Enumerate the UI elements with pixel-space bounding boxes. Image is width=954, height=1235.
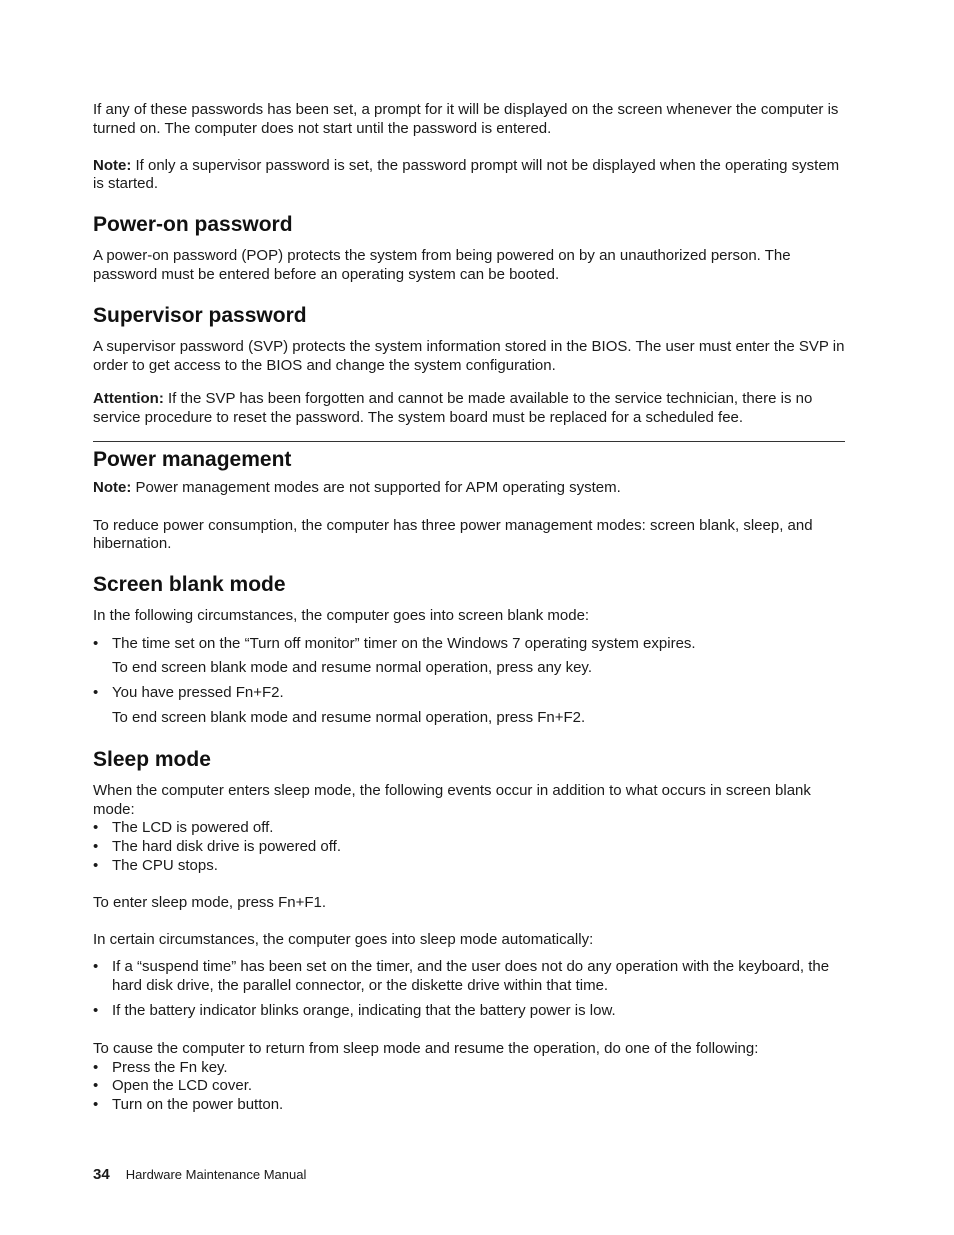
list-item — [93, 1059, 845, 1078]
list-item-text: The hard disk drive is powered off. — [112, 837, 342, 855]
bullet-icon: • — [93, 837, 99, 855]
page-number: 34 — [93, 1166, 110, 1183]
list-item-subtext: To end screen blank mode and resume normal operation, press any key. — [112, 659, 592, 677]
intro-note — [93, 157, 845, 194]
list-item-text: Turn on the power button. — [112, 1095, 284, 1113]
bullet-icon: • — [93, 819, 99, 837]
list-item-text: The LCD is powered off. — [112, 819, 274, 837]
list-item — [93, 958, 845, 995]
list-item — [93, 838, 845, 857]
list-item-text: The time set on the “Turn off monitor” timer on the Windows 7 operating system expires. — [112, 634, 696, 652]
sleep-enter: To enter sleep mode, press Fn+F1. — [93, 893, 327, 911]
list-item — [93, 857, 845, 876]
svp-attention — [93, 390, 845, 427]
intro-paragraph: If any of these passwords has been set, a prompt for it will be displayed on the screen whenever the computer is turned on. The computer does not start until the password is entered. — [93, 101, 839, 137]
list-item-text: If the battery indicator blinks orange, indicating that the battery power is low. — [112, 1001, 616, 1019]
power-note — [93, 479, 845, 498]
sleep-intro: When the computer enters sleep mode, the following events occur in addition to what occurs in screen blank mode: — [93, 782, 811, 818]
list-item-text: If a “suspend time” has been set on the timer, and the user does not do any operation with the keyboard, the hard disk drive, the parallel connector, or the diskette drive within that time. — [112, 958, 830, 994]
note-text: If only a supervisor password is set, the password prompt will not be displayed when the operating system is started. — [93, 156, 840, 193]
bullet-icon: • — [93, 1095, 99, 1113]
list-item-text: Open the LCD cover. — [112, 1077, 253, 1095]
section-divider — [93, 441, 845, 442]
list-item — [93, 1096, 845, 1115]
svp-paragraph: A supervisor password (SVP) protects the system information stored in the BIOS. The user must enter the SVP in order to get access to the BIOS and change the system configuration. — [93, 338, 845, 374]
list-item — [93, 819, 845, 838]
heading-sleep-mode: Sleep mode — [93, 748, 211, 772]
power-paragraph: To reduce power consumption, the computer has three power management modes: screen blank, sleep, and hibernation. — [93, 516, 813, 553]
bullet-icon: • — [93, 1077, 99, 1095]
list-item — [93, 684, 845, 727]
page-body — [93, 101, 845, 1115]
page-footer — [93, 1166, 306, 1185]
sleep-events-list — [93, 819, 845, 875]
bullet-icon: • — [93, 958, 99, 976]
note-label: Note: — [93, 156, 132, 174]
heading-power-management: Power management — [93, 448, 292, 472]
list-item-subtext: To end screen blank mode and resume normal operation, press Fn+F2. — [112, 708, 586, 726]
sleep-resume-intro: To cause the computer to return from sleep mode and resume the operation, do one of the following: — [93, 1040, 759, 1058]
list-item-text: You have pressed Fn+F2. — [112, 684, 284, 701]
screen-blank-list — [93, 635, 845, 727]
list-item — [93, 635, 845, 678]
attention-text: If the SVP has been forgotten and cannot be made available to the service technician, there is no service procedure to reset the password. The system board must be replaced for a scheduled fee. — [93, 390, 813, 426]
screen-blank-intro: In the following circumstances, the computer goes into screen blank mode: — [93, 607, 590, 625]
bullet-icon: • — [93, 634, 99, 652]
pop-paragraph: A power-on password (POP) protects the system from being powered on by an unauthorized person. The password must be entered before an operating system can be booted. — [93, 247, 791, 283]
heading-power-on-password: Power-on password — [93, 213, 293, 237]
bullet-icon: • — [93, 684, 99, 701]
list-item — [93, 1002, 845, 1021]
bullet-icon: • — [93, 1001, 99, 1019]
attention-label: Attention: — [93, 390, 164, 408]
note-label: Note: — [93, 479, 132, 497]
sleep-auto-list — [93, 958, 845, 1020]
list-item-text: The CPU stops. — [112, 856, 218, 874]
bullet-icon: • — [93, 1058, 99, 1076]
heading-screen-blank-mode: Screen blank mode — [93, 573, 286, 597]
bullet-icon: • — [93, 856, 99, 874]
list-item-text: Press the Fn key. — [112, 1058, 228, 1076]
note-text: Power management modes are not supported for APM operating system. — [131, 479, 621, 497]
sleep-auto-intro: In certain circumstances, the computer goes into sleep mode automatically: — [93, 930, 594, 948]
heading-supervisor-password: Supervisor password — [93, 304, 307, 328]
list-item — [93, 1077, 845, 1096]
sleep-resume-list — [93, 1059, 845, 1115]
footer-title: Hardware Maintenance Manual — [125, 1167, 307, 1182]
